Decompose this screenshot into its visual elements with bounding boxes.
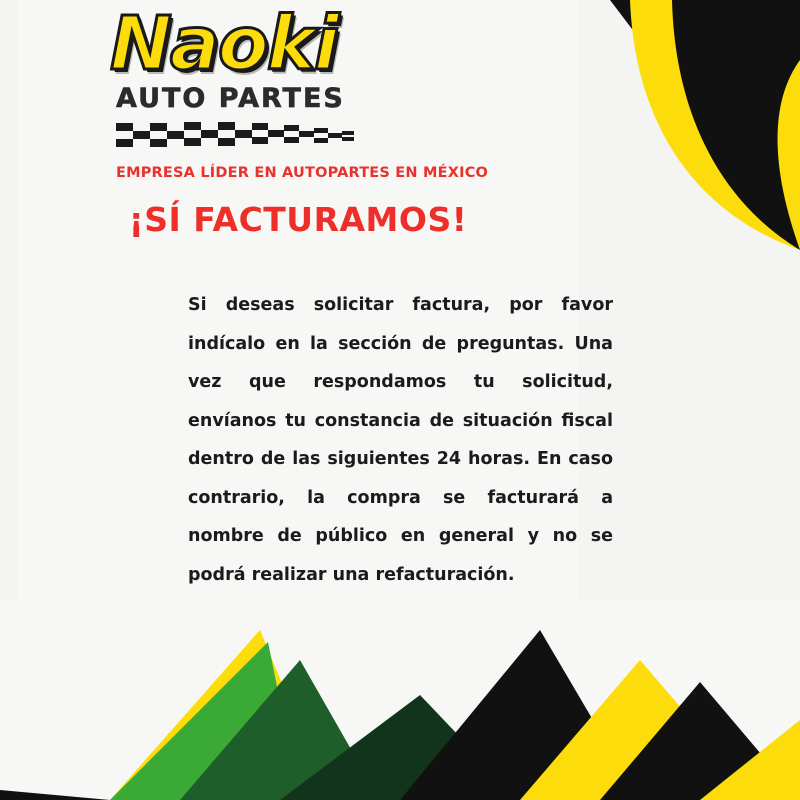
brand-logo-block — [110, 1, 530, 181]
brand-subtitle: AUTO PARTES — [116, 82, 345, 114]
brand-name: Naoki — [110, 1, 338, 87]
checkered-flag-icon — [116, 120, 366, 154]
body-text: Si deseas solicitar factura, por favor indícalo en la sección de preguntas. Una vez que respondamos tu solicitud, envíanos tu constancia de situación fiscal dentro de las siguientes 24 horas. En caso contrario, la compra se facturará a nombre de público en general y no se podrá realizar una refacturación. — [188, 295, 613, 585]
brand-tagline: EMPRESA LÍDER EN AUTOPARTES EN MÉXICO — [116, 164, 489, 181]
page-title: ¡SÍ FACTURAMOS! — [128, 200, 468, 239]
